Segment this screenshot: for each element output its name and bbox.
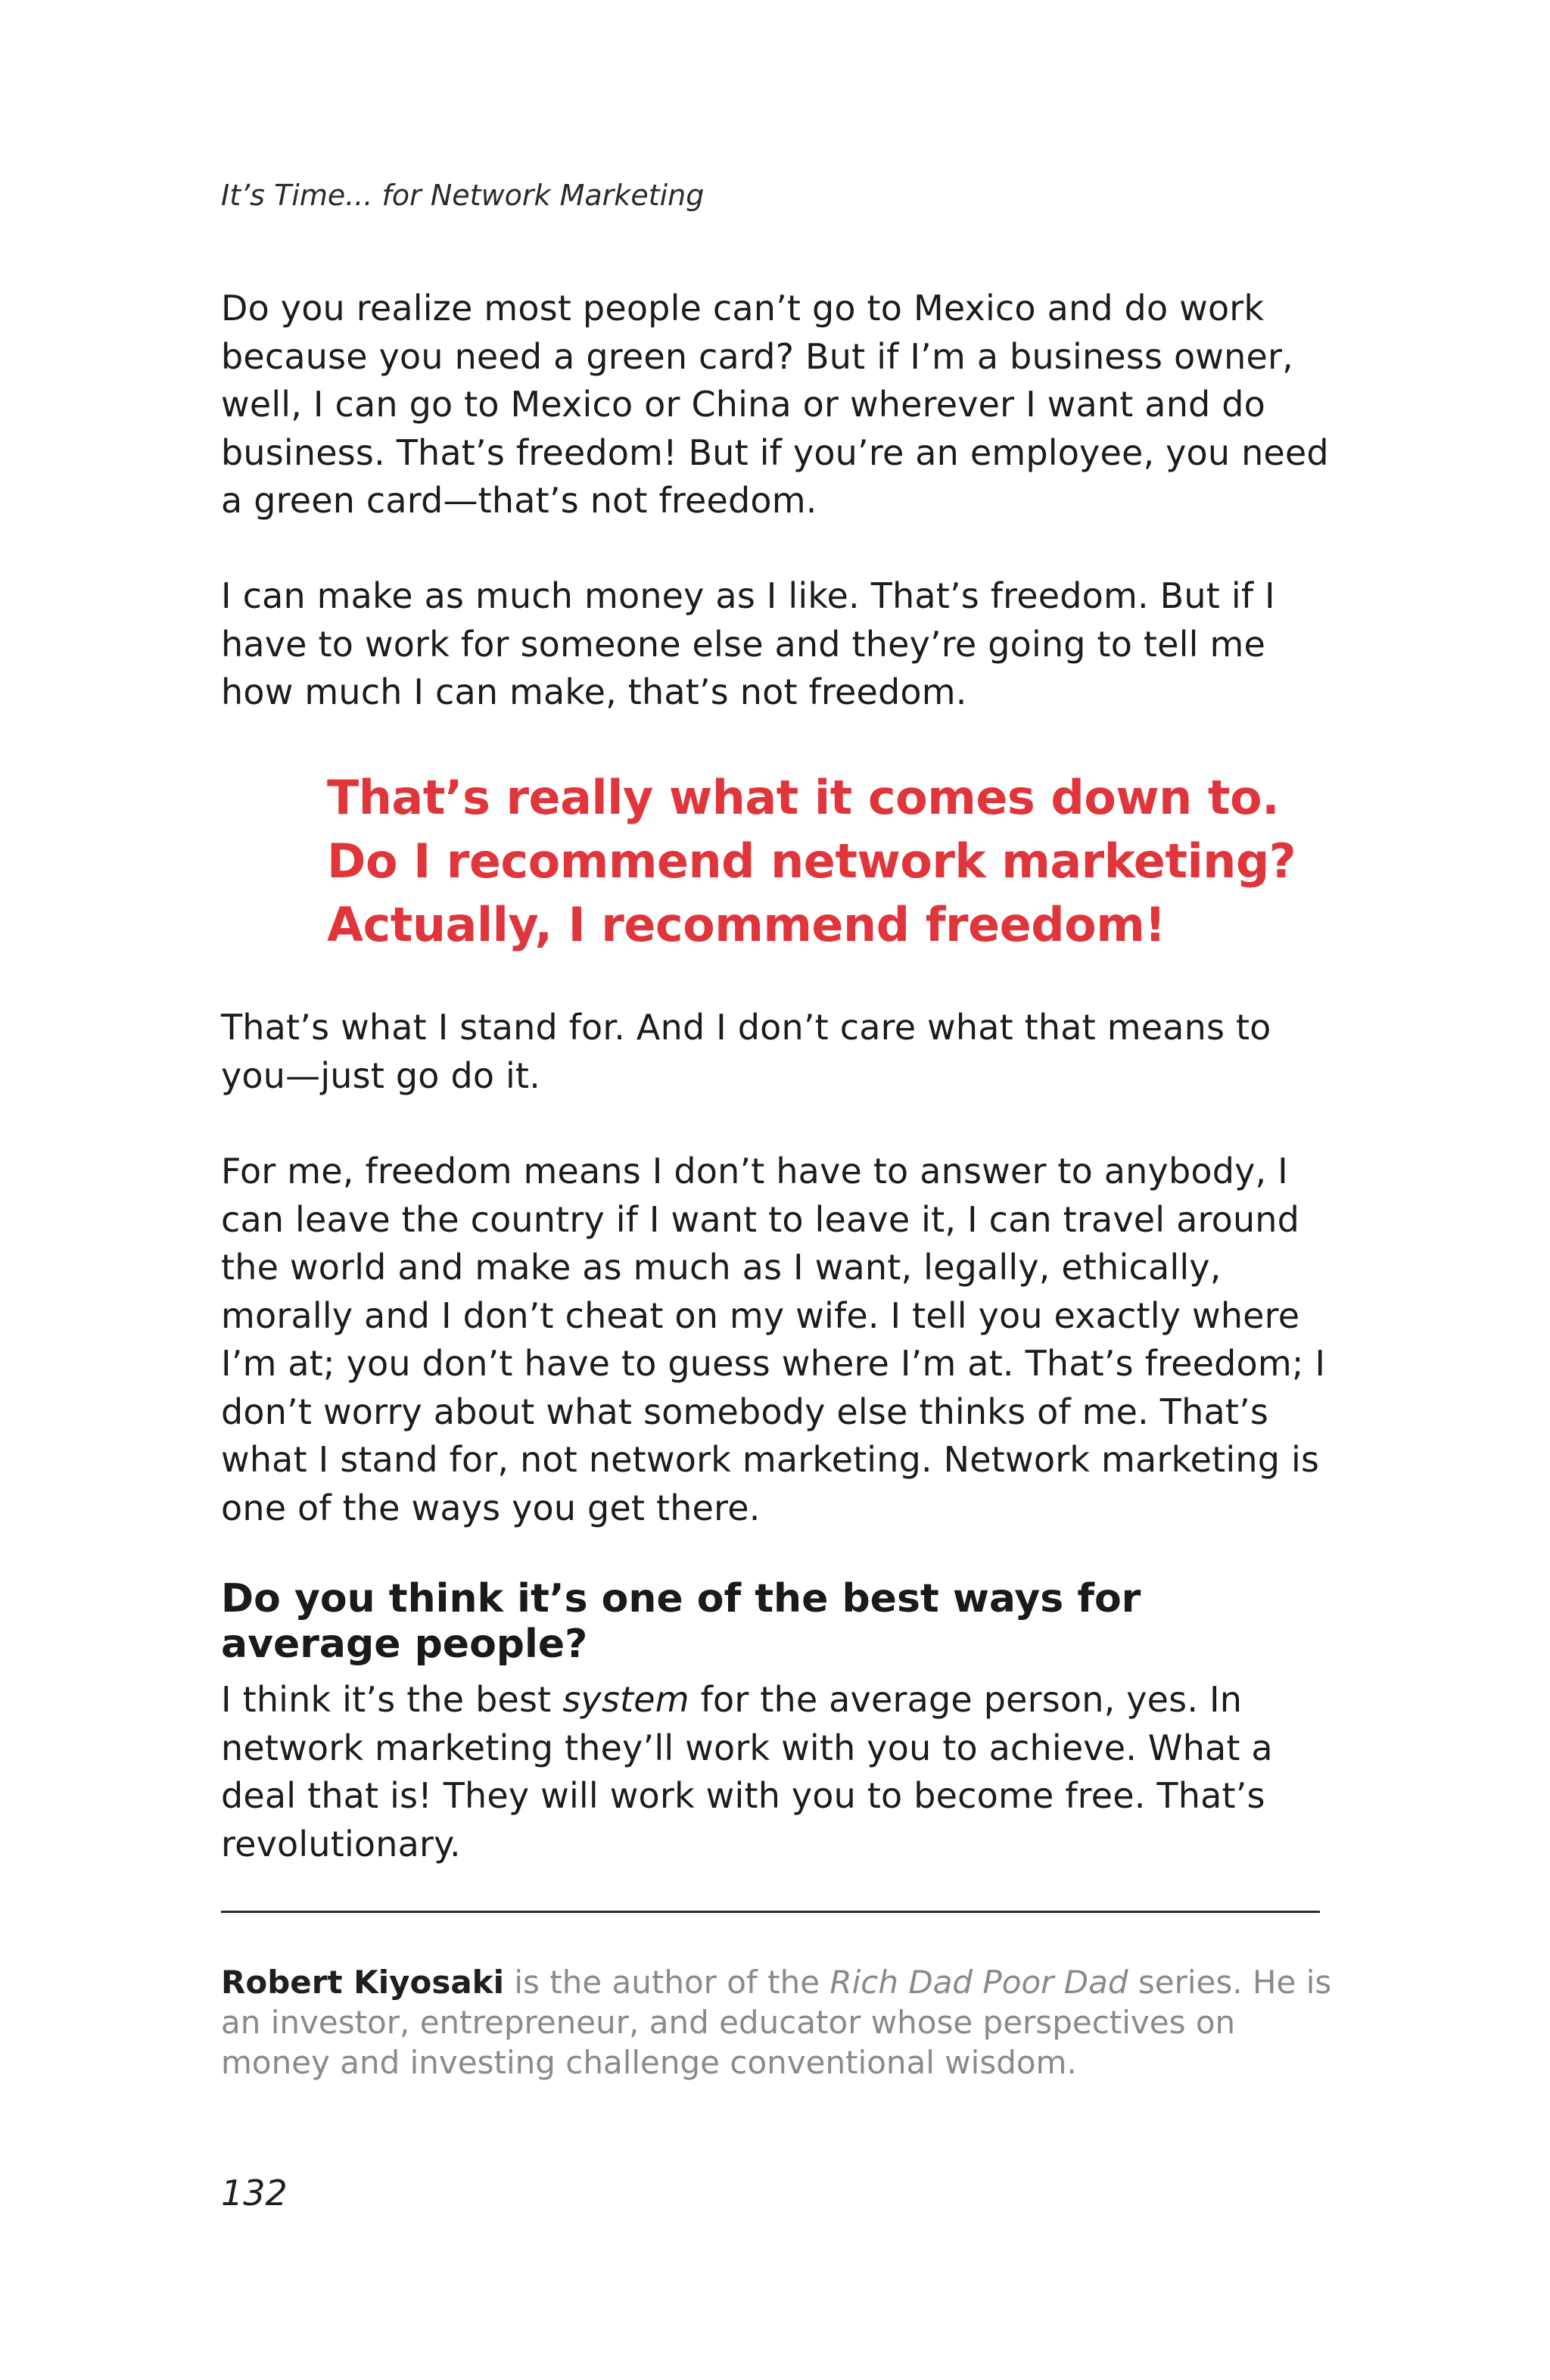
answer-text-start: I think it’s the best bbox=[221, 1679, 563, 1720]
paragraph-3: That’s what I stand for. And I don’t care what that means to you—just go do it. bbox=[221, 1007, 1271, 1096]
paragraph-2: I can make as much money as I like. That’s freedom. But if I have to work for someone else and they’re going to tell me how much I can make, that’s not freedom. bbox=[221, 575, 1275, 712]
page-number: 132 bbox=[221, 2173, 288, 2213]
author-bio bbox=[221, 1962, 1334, 2082]
interview-answer bbox=[221, 1676, 1334, 1868]
answer-emphasis: system bbox=[562, 1679, 689, 1720]
author-name: Robert Kiyosaki bbox=[221, 1964, 505, 2001]
section-divider bbox=[221, 1911, 1320, 1913]
paragraph-4: For me, freedom means I don’t have to answer to anybody, I can leave the country if I want to leave it, I can travel around the world and make as much as I want, legally, ethically, morally and I don’t cheat on my wife. I tell you exactly where I’m at; you don’t have to guess where I’m at. That’s freedom; I don’t worry about what somebody else thinks of me. That’s what I stand for, not network marketing. Network marketing is one of the ways you get there. bbox=[221, 1151, 1326, 1528]
answer-text-end: for the average person, yes. In network marketing they’ll work with you to achieve. What a deal that is! They will work with you to become free. That’s revolutionary. bbox=[221, 1679, 1273, 1864]
book-title: Rich Dad Poor Dad bbox=[829, 1964, 1128, 2001]
pull-quote: That’s really what it comes down to. Do I recommend network marketing? Actually, I recommend freedom! bbox=[327, 770, 1296, 952]
bio-text-start: is the author of the bbox=[504, 1964, 830, 2001]
running-header: It’s Time... for Network Marketing bbox=[221, 179, 705, 212]
paragraph-1: Do you realize most people can’t go to Mexico and do work because you need a green card? But if I’m a business owner, well, I can go to Mexico or China or wherever I want and do business. That’s freedom! But if you’re an employee, you need a green card—that’s not freedom. bbox=[221, 288, 1329, 521]
bio-text-end: series. He is an investor, entrepreneur, and educator whose perspectives on money and investing challenge conventional wisdom. bbox=[221, 1964, 1332, 2081]
interview-question: Do you think it’s one of the best ways for average people? bbox=[221, 1576, 1141, 1667]
